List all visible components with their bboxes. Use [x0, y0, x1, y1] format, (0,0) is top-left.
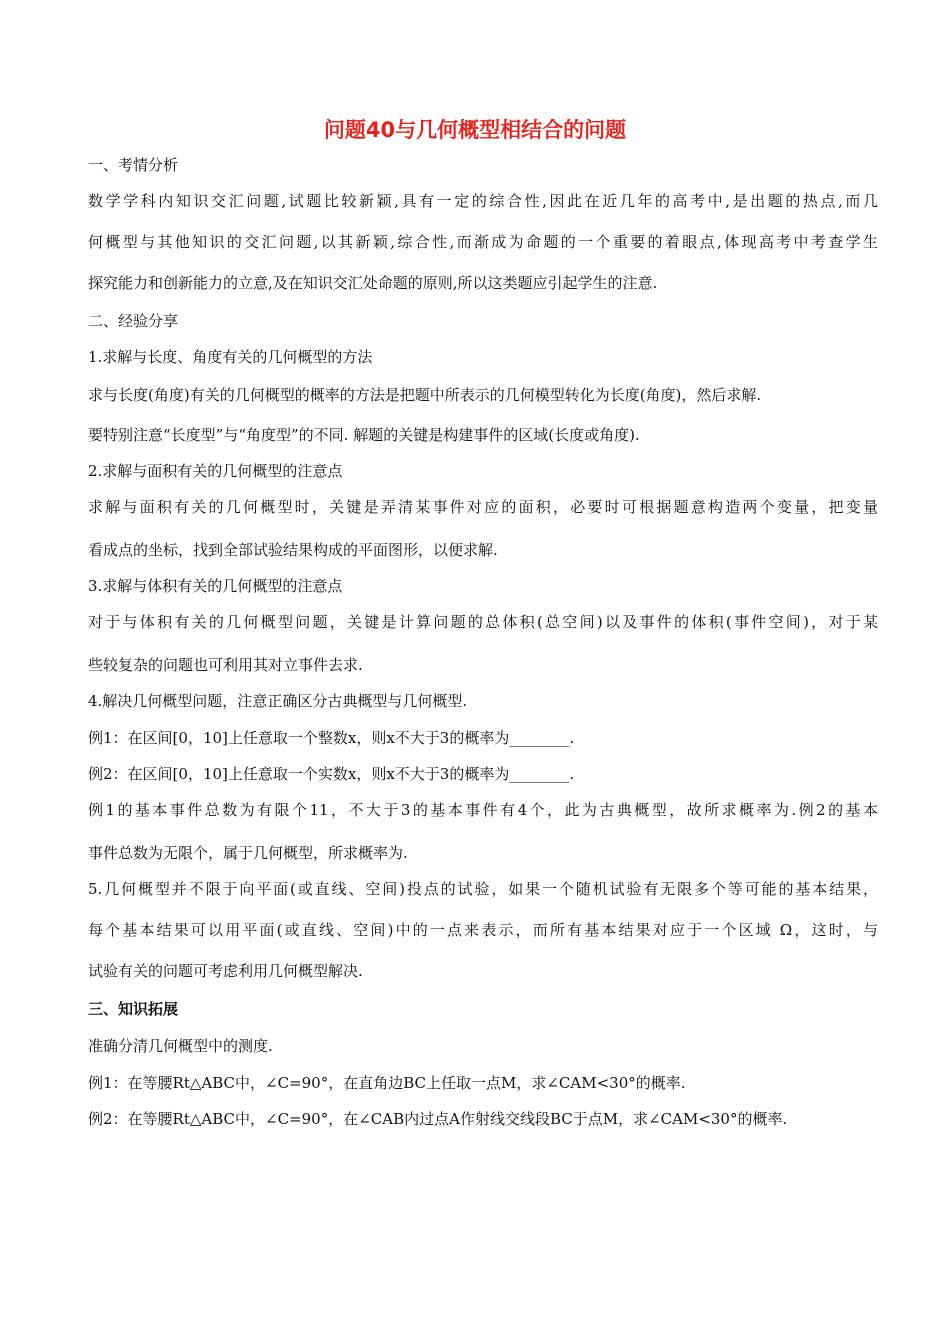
paragraph-line: 求解与面积有关的几何概型时，关键是弄清某事件对应的面积，必要时可根据题意构造两个变量，把变量	[88, 498, 878, 516]
paragraph-line: 何概型与其他知识的交汇问题,以其新颖,综合性,而渐成为命题的一个重要的着眼点,体现高考中考查学生	[88, 233, 878, 251]
paragraph-line: 例1的基本事件总数为有限个11，不大于3的基本事件有4个，此为古典概型，故所求概率为.例2的基本	[88, 801, 878, 819]
paragraph-line: 些较复杂的问题也可利用其对立事件去求.	[88, 656, 363, 674]
section-heading-2: 二、经验分享	[88, 312, 179, 330]
paragraph-line: 准确分清几何概型中的测度.	[88, 1037, 273, 1055]
paragraph-line: 求与长度(角度)有关的几何概型的概率的方法是把题中所表示的几何模型转化为长度(角度)，然后求解.	[88, 386, 762, 404]
paragraph-line: 对于与体积有关的几何概型问题，关键是计算问题的总体积(总空间)以及事件的体积(事件空间)，对于某	[88, 613, 878, 631]
example-1: 例1：在等腰Rt△ABC中，∠C=90°，在直角边BC上任取一点M，求∠CAM<30°的概率.	[88, 1074, 686, 1092]
subheading: 3.求解与体积有关的几何概型的注意点	[88, 577, 343, 595]
subheading: 2.求解与面积有关的几何概型的注意点	[88, 462, 343, 480]
example-1: 例1：在区间[0，10]上任意取一个整数x，则x不大于3的概率为________.	[88, 729, 575, 747]
paragraph-line: 数学学科内知识交汇问题,试题比较新颖,具有一定的综合性,因此在近几年的高考中,是出题的热点,而几	[88, 192, 878, 210]
section-heading-1: 一、考情分析	[88, 156, 179, 174]
paragraph-line: 探究能力和创新能力的立意,及在知识交汇处命题的原则,所以这类题应引起学生的注意.	[88, 274, 658, 292]
example-2: 例2：在区间[0，10]上任意取一个实数x，则x不大于3的概率为________.	[88, 765, 575, 783]
paragraph-line: 每个基本结果可以用平面(或直线、空间)中的一点来表示，而所有基本结果对应于一个区域 Ω，这时，与	[88, 921, 878, 939]
section-heading-3: 三、知识拓展	[88, 1000, 179, 1018]
example-2: 例2：在等腰Rt△ABC中，∠C=90°，在∠CAB内过点A作射线交线段BC于点M，求∠CAM<30°的概率.	[88, 1110, 788, 1128]
subheading: 4.解决几何概型问题，注意正确区分古典概型与几何概型.	[88, 692, 468, 710]
paragraph-line: 5.几何概型并不限于向平面(或直线、空间)投点的试验，如果一个随机试验有无限多个等可能的基本结果，	[88, 880, 878, 898]
subheading: 1.求解与长度、角度有关的几何概型的方法	[88, 348, 373, 366]
paragraph-line: 事件总数为无限个，属于几何概型，所求概率为.	[88, 844, 408, 862]
paragraph-line: 要特别注意“长度型”与“角度型”的不同. 解题的关键是构建事件的区域(长度或角度).	[88, 426, 640, 444]
page-title: 问题40与几何概型相结合的问题	[323, 118, 627, 142]
paragraph-line: 看成点的坐标，找到全部试验结果构成的平面图形，以便求解.	[88, 541, 498, 559]
paragraph-line: 试验有关的问题可考虑利用几何概型解决.	[88, 962, 363, 980]
